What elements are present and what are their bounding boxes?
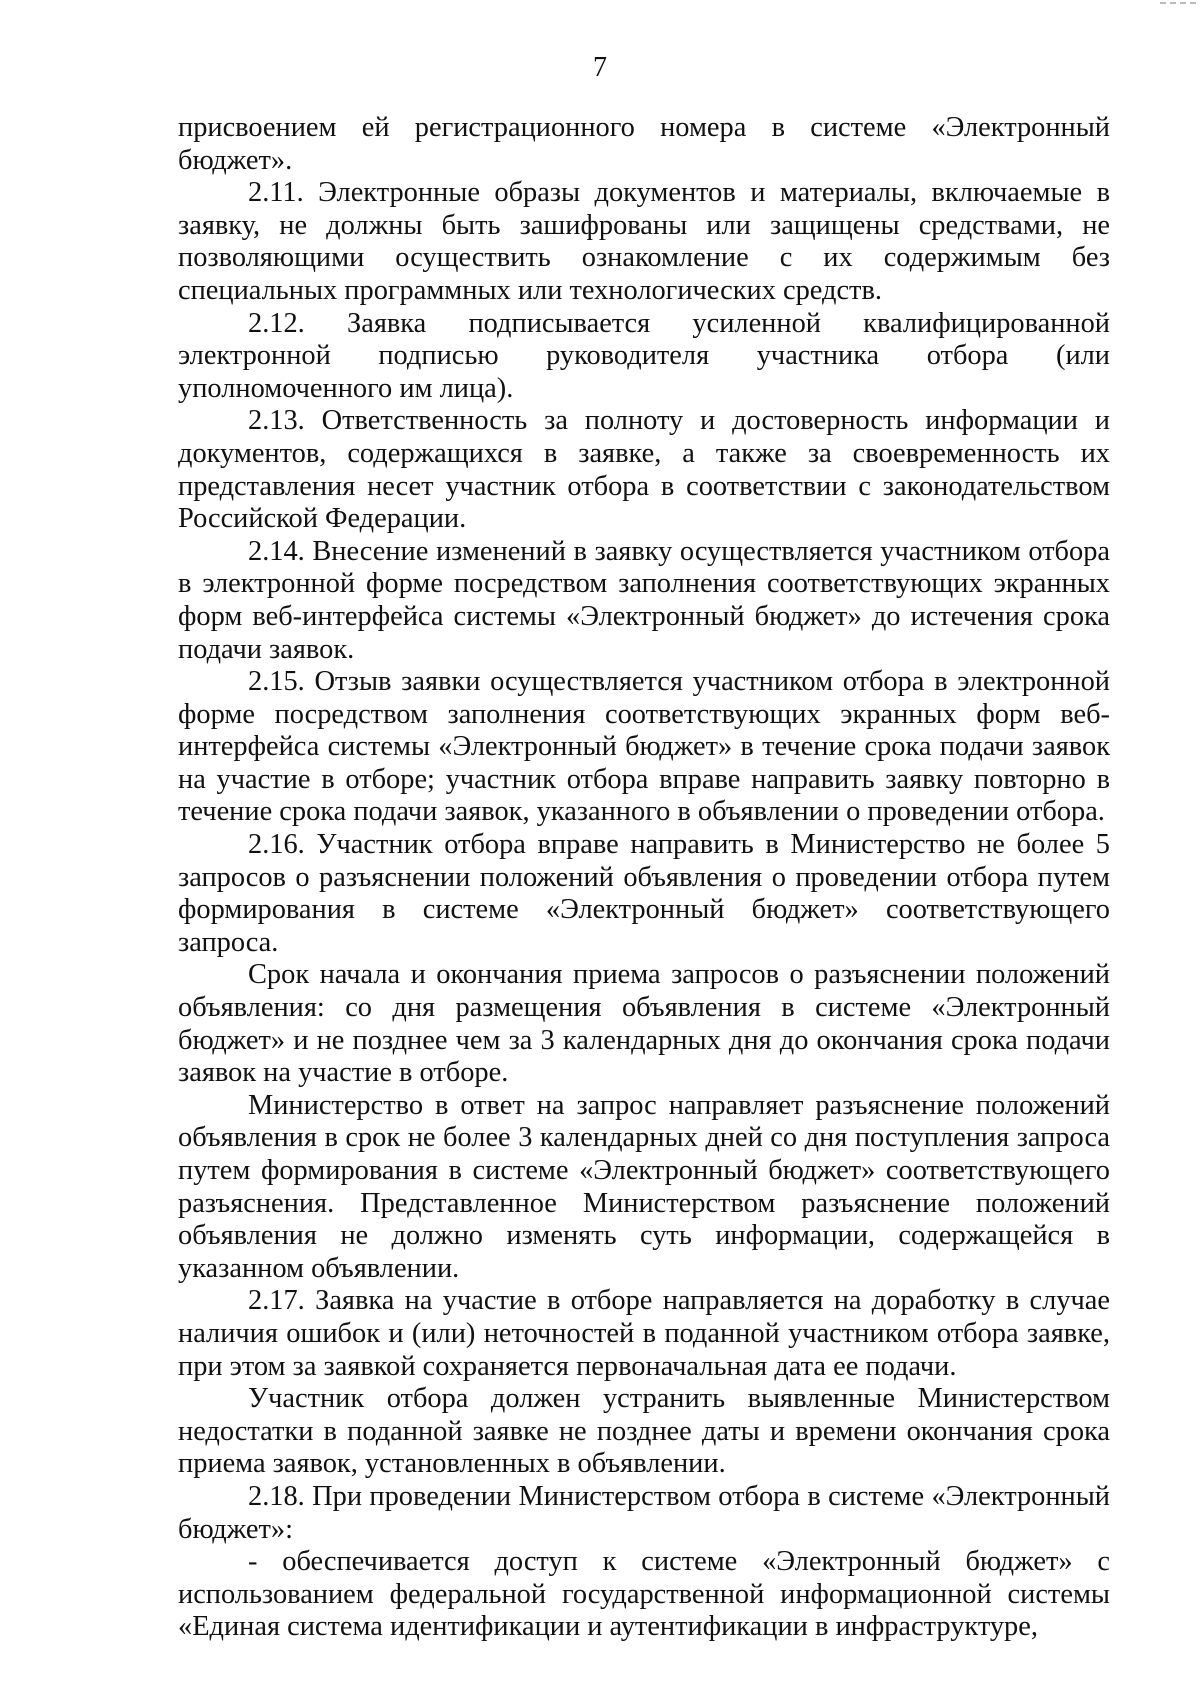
paragraph: 2.13. Ответственность за полноту и достоверность информации и документов, содержащихся в заявке, а также за своевременность их представления несет участник отбора в соответствии с законодательством Российской Федерации.: [178, 405, 1110, 535]
paragraph: 2.17. Заявка на участие в отборе направляется на доработку в случае наличия ошибок и (или) неточностей в поданной участником отбора заявке, при этом за заявкой сохраняется первоначальная дата ее подачи.: [178, 1285, 1110, 1382]
paragraph: 2.12. Заявка подписывается усиленной квалифицированной электронной подписью руководителя участника отбора (или уполномоченного им лица).: [178, 307, 1110, 404]
paragraph: присвоением ей регистрационного номера в системе «Электронный бюджет».: [178, 112, 1110, 176]
document-body: [178, 112, 1110, 1644]
paragraph: 2.14. Внесение изменений в заявку осуществляется участником отбора в электронной форме посредством заполнения соответствующих экранных форм веб-интерфейса системы «Электронный бюджет» до истечения срока подачи заявок.: [178, 535, 1110, 665]
paragraph: Министерство в ответ на запрос направляет разъяснение положений объявления в срок не более 3 календарных дней со дня поступления запроса путем формирования в системе «Электронный бюджет» соответствующего разъяснения. Представленное Министерством разъяснение положений объявления не должно изменять суть информации, содержащейся в указанном объявлении.: [178, 1089, 1110, 1284]
paragraph: 2.18. При проведении Министерством отбора в системе «Электронный бюджет»:: [178, 1480, 1110, 1545]
paragraph: Срок начала и окончания приема запросов о разъяснении положений объявления: со дня размещения объявления в системе «Электронный бюджет» и не позднее чем за 3 календарных дня до окончания срока подачи заявок на участие в отборе.: [178, 959, 1110, 1089]
page-number: 7: [593, 52, 607, 83]
paragraph: 2.15. Отзыв заявки осуществляется участником отбора в электронной форме посредством заполнения соответствующих экранных форм веб-интерфейса системы «Электронный бюджет» в течение срока подачи заявок на участие в отборе; участник отбора вправе направить заявку повторно в течение срока подачи заявок, указанного в объявлении о проведении отбора.: [178, 666, 1110, 828]
paragraph: 2.11. Электронные образы документов и материалы, включаемые в заявку, не должны быть зашифрованы или защищены средствами, не позволяющими осуществить ознакомление с их содержимым без специальных программных или технологических средств.: [178, 177, 1110, 306]
scan-corner-mark: [1160, 2, 1196, 8]
paragraph: - обеспечивается доступ к системе «Электронный бюджет» с использованием федеральной государственной информационной системы «Единая система идентификации и аутентификации в инфраструктуре,: [178, 1546, 1110, 1643]
paragraph: Участник отбора должен устранить выявленные Министерством недостатки в поданной заявке не позднее даты и времени окончания срока приема заявок, установленных в объявлении.: [178, 1383, 1110, 1480]
paragraph: 2.16. Участник отбора вправе направить в Министерство не более 5 запросов о разъяснении положений объявления о проведении отбора путем формирования в системе «Электронный бюджет» соответствующего запроса.: [178, 829, 1110, 958]
